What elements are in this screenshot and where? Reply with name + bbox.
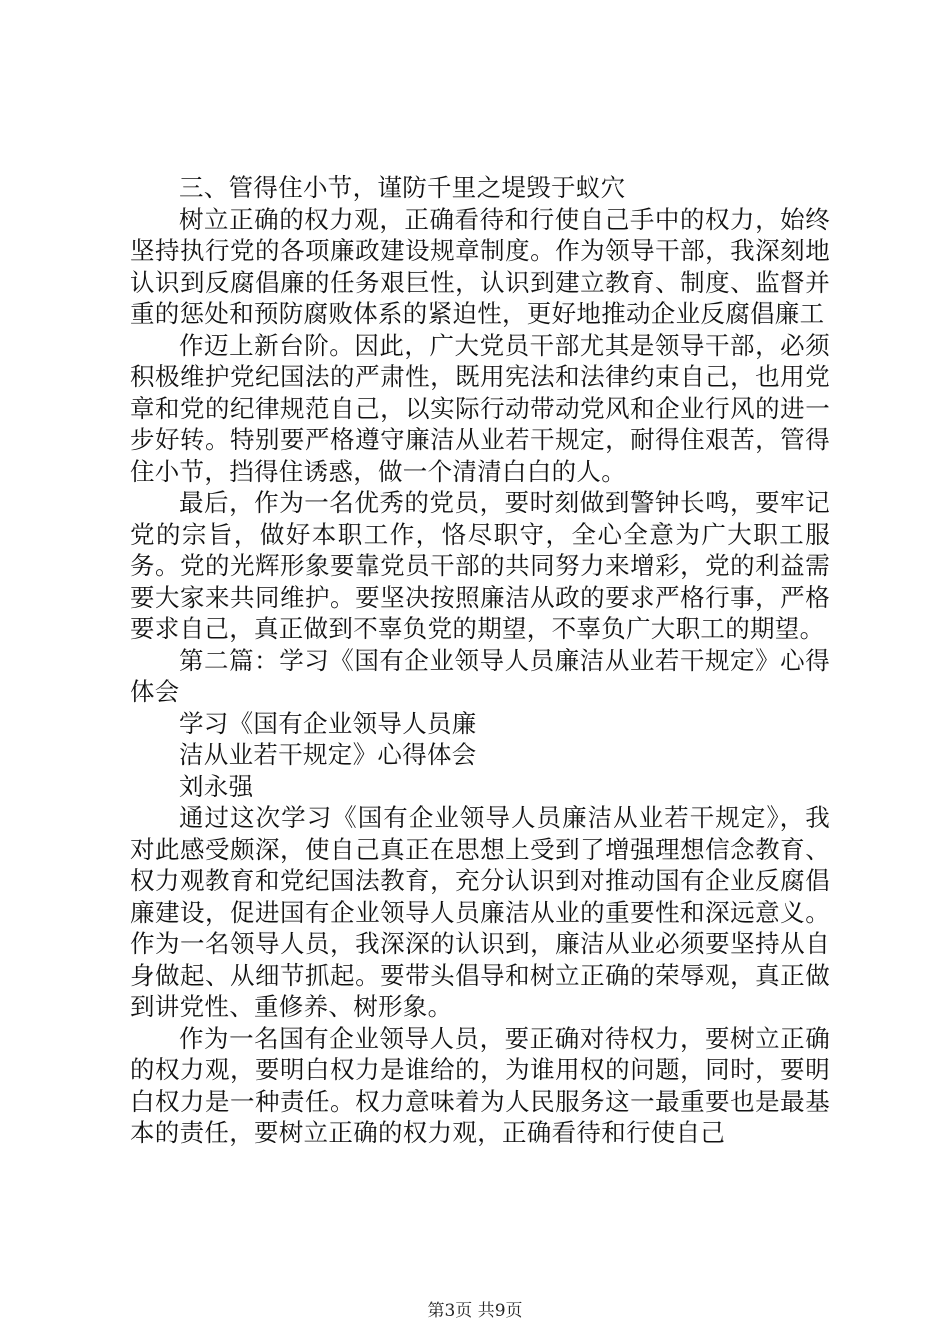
body-paragraph: 作为一名国有企业领导人员，要正确对待权力，要树立正确的权力观，要明白权力是谁给的，为谁用权的问题，同时，要明白权力是一种责任。权力意味着为人民服务这一最重要也是最基本的责任，要树立正确的权力观，正确看待和行使自己 (130, 1023, 830, 1147)
author-name: 刘永强 (179, 771, 254, 801)
section-heading: 三、管得住小节，谨防千里之堤毁于蚁穴 (179, 173, 626, 202)
body-paragraph: 树立正确的权力观，正确看待和行使自己手中的权力，始终坚持执行党的各项廉政建设规章制度。作为领导干部，我深刻地认识到反腐倡廉的任务艰巨性，认识到建立教育、制度、监督并重的惩处和预防腐败体系的紧迫性，更好地推动企业反腐倡廉工 (130, 204, 830, 328)
body-paragraph: 最后，作为一名优秀的党员，要时刻做到警钟长鸣，要牢记党的宗旨，做好本职工作，恪尽职守，全心全意为广大职工服务。党的光辉形象要靠党员干部的共同努力来增彩，党的利益需要大家来共同维护。要坚决按照廉洁从政的要求严格行事，严格要求自己，真正做到不辜负党的期望，不辜负广大职工的期望。 (130, 488, 830, 643)
article-title-line-2: 洁从业若干规定》心得体会 (179, 740, 477, 769)
page-footer: 第3页 共9页 (427, 1301, 523, 1321)
body-paragraph: 通过这次学习《国有企业领导人员廉洁从业若干规定》，我对此感受颇深，使自己真正在思想上受到了增强理想信念教育、权力观教育和党纪国法教育，充分认识到对推动国有企业反腐倡廉建设，促进国有企业领导人员廉洁从业的重要性和深远意义。作为一名领导人员，我深深的认识到，廉洁从业必须要坚持从自身做起、从细节抓起。要带头倡导和树立正确的荣辱观，真正做到讲党性、重修养、树形象。 (130, 803, 830, 1021)
chapter-heading: 第二篇：学习《国有企业领导人员廉洁从业若干规定》心得体会 (130, 645, 830, 706)
document-body (130, 172, 830, 1149)
article-title-line-1: 学习《国有企业领导人员廉 (179, 708, 477, 738)
body-paragraph: 作迈上新台阶。因此，广大党员干部尤其是领导干部，必须积极维护党纪国法的严肃性，既用宪法和法律约束自己，也用党章和党的纪律规范自己，以实际行动带动党风和企业行风的进一步好转。特别要严格遵守廉洁从业若干规定，耐得住艰苦，管得住小节，挡得住诱惑，做一个清清白白的人。 (130, 330, 830, 486)
